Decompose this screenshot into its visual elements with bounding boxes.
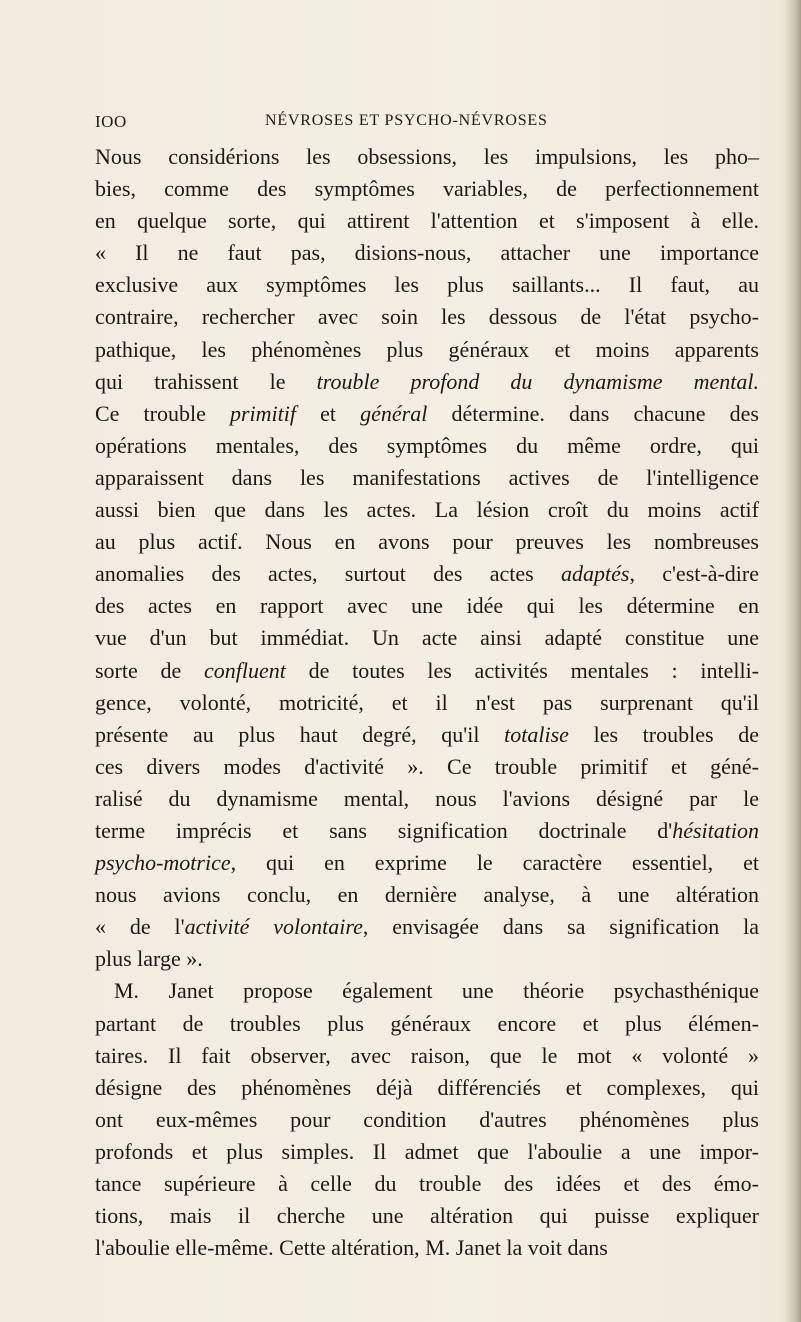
text-line [95, 943, 759, 975]
text-line [95, 1136, 759, 1168]
text-segment: anomalies des actes, surtout des actes [95, 561, 561, 587]
text-segment: de toutes les activités mentales : intelli- [285, 657, 760, 683]
italic-text: trouble profond du dynamisme mental. [316, 368, 759, 394]
text-segment: bies, comme des symptômes variables, de perfectionnement [95, 176, 759, 202]
text-line [95, 687, 759, 719]
italic-text: primitif [230, 400, 297, 426]
italic-text: activité volontaire [184, 914, 363, 940]
text-segment: et [296, 400, 361, 426]
text-segment: « de l' [95, 914, 185, 940]
text-segment: aussi bien que dans les actes. La lésion croît du moins actif [95, 497, 759, 523]
text-segment: , envisagée dans sa signification la [362, 914, 760, 940]
italic-text: hésitation [672, 817, 759, 843]
text-line [95, 141, 759, 173]
text-segment: désigne des phénomènes déjà différenciés et complexes, qui [95, 1074, 759, 1100]
text-line [95, 975, 759, 1007]
text-line [95, 911, 759, 943]
text-segment: nous avions conclu, en dernière analyse, à une altération [95, 882, 759, 908]
text-segment: taires. Il fait observer, avec raison, que le mot « volonté » [95, 1042, 759, 1068]
text-segment: ralisé du dynamisme mental, nous l'avions désigné par le [95, 785, 759, 811]
text-line [95, 366, 759, 398]
text-line [95, 751, 759, 783]
text-segment: pathique, les phénomènes plus généraux et moins apparents [95, 336, 759, 362]
text-line [95, 205, 759, 237]
text-segment: tance supérieure à celle du trouble des idées et des émo- [95, 1171, 759, 1196]
text-segment: gence, volonté, motricité, et il n'est pas surprenant qu'il [95, 689, 759, 715]
text-line [95, 173, 759, 205]
text-segment: détermine. dans chacune des [427, 400, 759, 426]
text-line [95, 879, 759, 911]
text-segment: partant de troubles plus généraux encore et plus élémen- [95, 1010, 759, 1036]
text-line [95, 1008, 759, 1040]
text-line [95, 1168, 759, 1200]
running-head [95, 112, 759, 138]
text-segment: terme imprécis et sans signification doctrinale d' [95, 817, 673, 843]
text-segment: qui trahissent le [95, 368, 317, 394]
body-text [95, 141, 759, 1264]
text-segment: Nous considérions les obsessions, les impulsions, les pho– [95, 144, 759, 169]
text-line [95, 1072, 759, 1104]
text-line [95, 847, 759, 879]
text-line [95, 237, 759, 269]
text-line [95, 269, 759, 301]
text-segment: contraire, rechercher avec soin les dessous de l'état psycho- [95, 304, 759, 330]
text-line [95, 783, 759, 815]
text-line [95, 301, 759, 333]
text-line [95, 398, 759, 430]
text-segment: l'aboulie elle-même. Cette altération, M. Janet la voit dans [95, 1235, 608, 1261]
text-segment: au plus actif. Nous en avons pour preuves les nombreuses [95, 529, 759, 555]
text-line [95, 334, 759, 366]
text-line [95, 1040, 759, 1072]
text-segment: les troubles de [568, 721, 759, 747]
text-line [95, 1104, 759, 1136]
italic-text: général [360, 400, 428, 426]
text-segment: « Il ne faut pas, disions-nous, attacher une importance [95, 240, 759, 266]
italic-text: totalise [504, 721, 569, 747]
text-line [95, 526, 759, 558]
text-segment: des actes en rapport avec une idée qui les détermine en [95, 593, 759, 619]
text-segment: apparaissent dans les manifestations actives de l'intelligence [95, 464, 759, 490]
text-segment: exclusive aux symptômes les plus saillants... Il faut, au [95, 272, 759, 298]
italic-text: confluent [204, 657, 286, 683]
text-segment: présente au plus haut degré, qu'il [95, 721, 505, 747]
text-line [95, 719, 759, 751]
text-line [95, 558, 759, 590]
text-segment: profonds et plus simples. Il admet que l'aboulie a une impor- [95, 1138, 759, 1164]
text-line [95, 655, 759, 687]
text-line [95, 815, 759, 847]
italic-text: psycho-motrice [95, 850, 231, 876]
text-segment: tions, mais il cherche une altération qui puisse expliquer [95, 1203, 759, 1229]
text-segment: , c'est-à-dire [629, 561, 759, 587]
text-segment: Ce trouble [95, 400, 230, 426]
text-line [95, 622, 759, 654]
text-line [95, 1200, 759, 1232]
text-segment: , qui en exprime le caractère essentiel, et [230, 850, 759, 876]
text-line [95, 494, 759, 526]
page-number: IOO [95, 112, 127, 131]
text-segment: ces divers modes d'activité ». Ce trouble primitif et géné- [95, 753, 759, 779]
page-edge-shadow [785, 0, 801, 1322]
text-segment: sorte de [95, 657, 204, 683]
text-line [95, 1232, 759, 1264]
text-segment: en quelque sorte, qui attirent l'attention et s'imposent à elle. [95, 208, 759, 234]
text-segment: ont eux-mêmes pour condition d'autres phénomènes plus [95, 1106, 759, 1132]
italic-text: adaptés [560, 561, 630, 587]
text-line [95, 462, 759, 494]
running-head-title: NÉVROSES ET PSYCHO-NÉVROSES [265, 112, 548, 129]
text-segment: plus large ». [95, 946, 203, 972]
text-segment: M. Janet propose également une théorie psychasthénique [114, 978, 759, 1004]
text-segment: opérations mentales, des symptômes du même ordre, qui [95, 432, 759, 458]
text-line [95, 430, 759, 462]
text-segment: vue d'un but immédiat. Un acte ainsi adapté constitue une [95, 625, 759, 651]
text-line [95, 590, 759, 622]
